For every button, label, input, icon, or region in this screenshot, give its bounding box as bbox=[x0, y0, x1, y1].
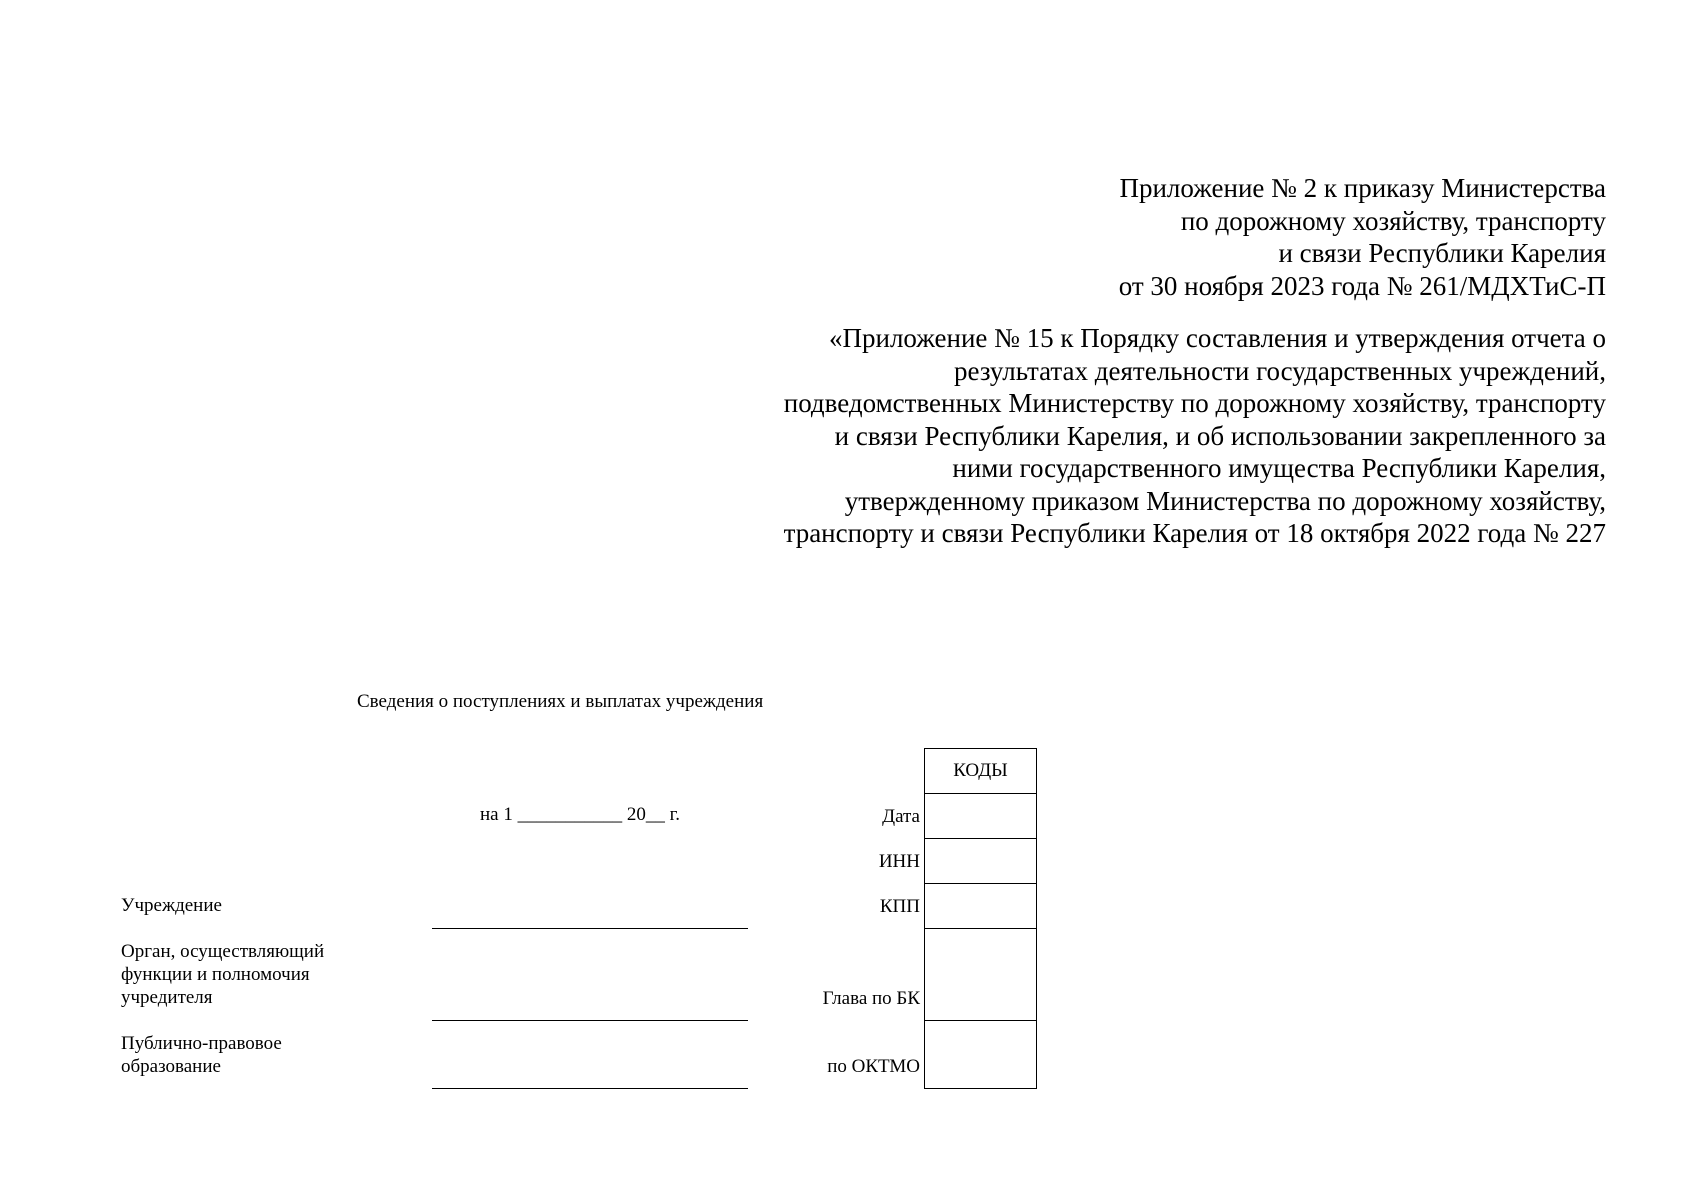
procedure-line: «Приложение № 15 к Порядку составления и утверждения отчета о bbox=[829, 323, 1606, 353]
public-entity-fill-line[interactable] bbox=[432, 1088, 748, 1089]
founder-body-label-line: Орган, осуществляющий bbox=[121, 941, 325, 962]
public-entity-label-line: Публично-правовое bbox=[121, 1033, 282, 1054]
report-date-line: на 1 ___________ 20__ г. bbox=[480, 804, 681, 825]
procedure-line: ними государственного имущества Республики Карелия, bbox=[952, 453, 1606, 483]
appendix-header bbox=[706, 172, 1606, 550]
founder-body-label-line: учредителя bbox=[121, 987, 213, 1008]
code-label-date: Дата bbox=[882, 806, 920, 827]
founder-body-fill-line[interactable] bbox=[432, 1020, 748, 1021]
code-cell-bk-chapter[interactable] bbox=[925, 929, 1036, 1021]
code-cell-oktmo[interactable] bbox=[925, 1021, 1036, 1089]
procedure-line: подведомственных Министерству по дорожному хозяйству, транспорту bbox=[783, 388, 1606, 418]
public-entity-label-line: образование bbox=[121, 1056, 221, 1077]
procedure-line: и связи Республики Карелия, и об использовании закрепленного за bbox=[834, 420, 1606, 451]
public-entity-label bbox=[121, 1032, 282, 1078]
order-line: по дорожному хозяйству, транспорту bbox=[1180, 205, 1606, 236]
codes-table bbox=[924, 748, 1037, 1089]
code-label-bk-chapter: Глава по БК bbox=[822, 988, 920, 1009]
form-title: Сведения о поступлениях и выплатах учреждения bbox=[357, 691, 764, 712]
header-gap bbox=[706, 302, 1606, 322]
procedure-line: транспорту и связи Республики Карелия от 18 октября 2022 года № 227 bbox=[783, 518, 1606, 548]
code-label-oktmo: по ОКТМО bbox=[827, 1056, 920, 1077]
order-line: и связи Республики Карелия bbox=[1278, 238, 1606, 268]
institution-fill-line[interactable] bbox=[432, 928, 748, 929]
code-cell-date[interactable] bbox=[925, 794, 1036, 839]
code-label-kpp: КПП bbox=[879, 896, 920, 917]
order-line: от 30 ноября 2023 года № 261/МДХТиС-П bbox=[1118, 270, 1606, 301]
code-cell-inn[interactable] bbox=[925, 839, 1036, 884]
founder-body-label-line: функции и полномочия bbox=[121, 964, 310, 985]
procedure-line: результатах деятельности государственных учреждений, bbox=[954, 355, 1606, 386]
code-cell-kpp[interactable] bbox=[925, 884, 1036, 929]
order-line: Приложение № 2 к приказу Министерства bbox=[1119, 173, 1606, 203]
code-label-inn: ИНН bbox=[878, 851, 920, 872]
institution-label: Учреждение bbox=[121, 895, 222, 916]
codes-header: КОДЫ bbox=[925, 749, 1036, 794]
procedure-line: утвержденному приказом Министерства по дорожному хозяйству, bbox=[844, 485, 1606, 516]
founder-body-label bbox=[121, 940, 324, 1009]
